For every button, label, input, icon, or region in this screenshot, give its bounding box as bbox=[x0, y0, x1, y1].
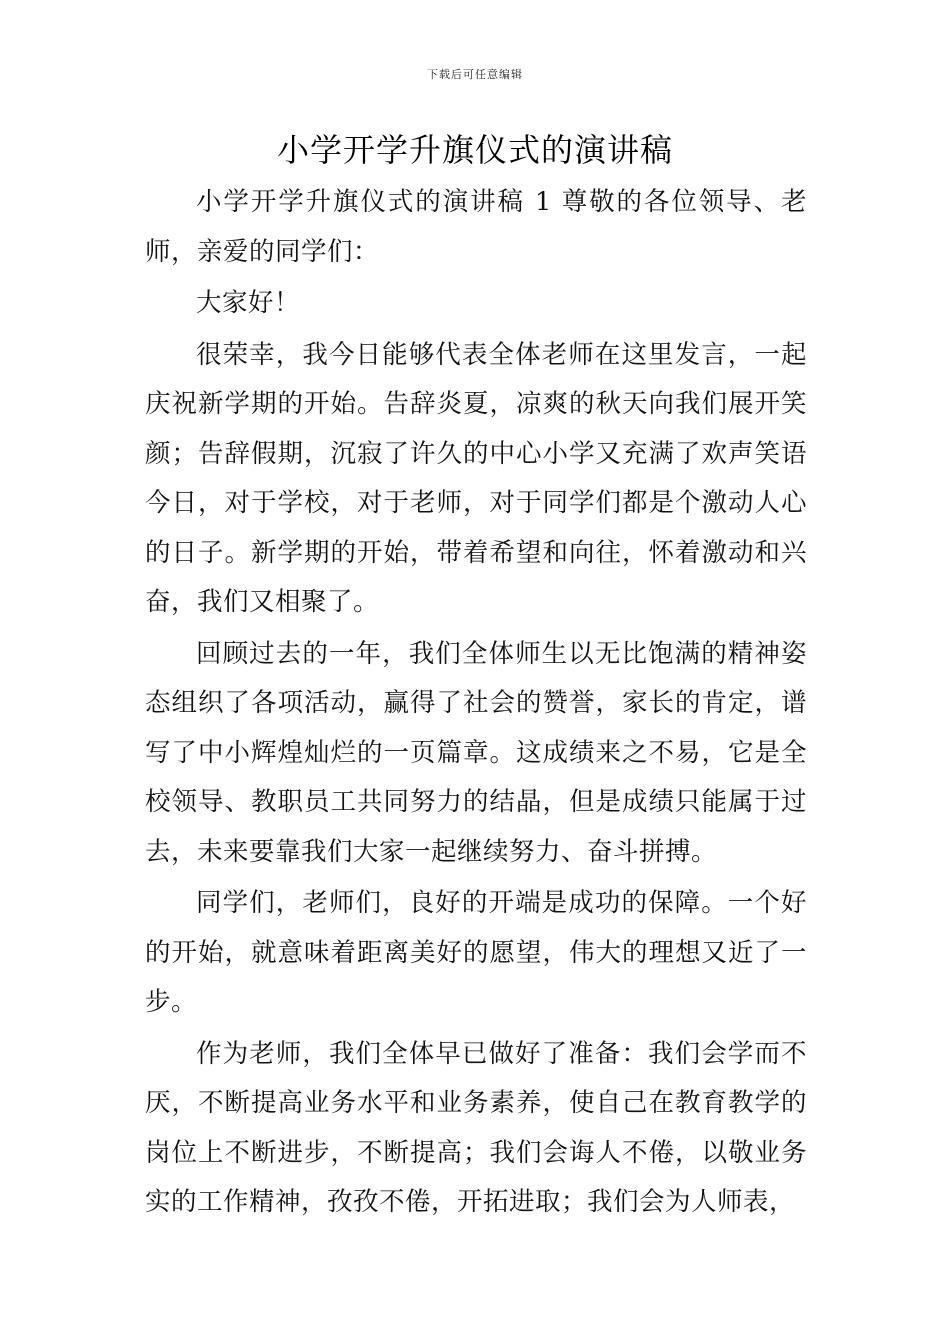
paragraph-greeting: 大家好！ bbox=[196, 288, 301, 318]
paragraph-opening: 小学开学升旗仪式的演讲稿 1 尊敬的各位领导、老师，亲爱的同学们： bbox=[145, 187, 807, 267]
document-body bbox=[145, 178, 807, 1230]
paragraph: 回顾过去的一年，我们全体师生以无比饱满的精神姿态组织了各项活动，赢得了社会的赞誉，家长的肯定，谱写了中小辉煌灿烂的一页篇章。这成绩来之不易，它是全校领导、教职员工共同努力的结晶，但是成绩只能属于过去，未来要靠我们大家一起继续努力、奋斗拼搏。 bbox=[145, 638, 807, 867]
document-title: 小学开学升旗仪式的演讲稿 bbox=[276, 131, 673, 169]
paragraph: 同学们，老师们，良好的开端是成功的保障。一个好的开始，就意味着距离美好的愿望，伟大的理想又近了一步。 bbox=[145, 888, 807, 1017]
header-note: 下载后可任意编辑 bbox=[427, 68, 523, 81]
paragraph: 作为老师，我们全体早已做好了准备：我们会学而不厌，不断提高业务水平和业务素养，使自己在教育教学的岗位上不断进步，不断提高；我们会诲人不倦，以敬业务实的工作精神，孜孜不倦，开拓进取；我们会为人师表， bbox=[145, 1038, 807, 1217]
paragraph: 很荣幸，我今日能够代表全体老师在这里发言，一起庆祝新学期的开始。告辞炎夏，凉爽的秋天向我们展开笑颜；告辞假期，沉寂了许久的中心小学又充满了欢声笑语今日，对于学校，对于老师，对于同学们都是个激动人心的日子。新学期的开始，带着希望和向往，怀着激动和兴奋，我们又相聚了。 bbox=[145, 339, 807, 617]
